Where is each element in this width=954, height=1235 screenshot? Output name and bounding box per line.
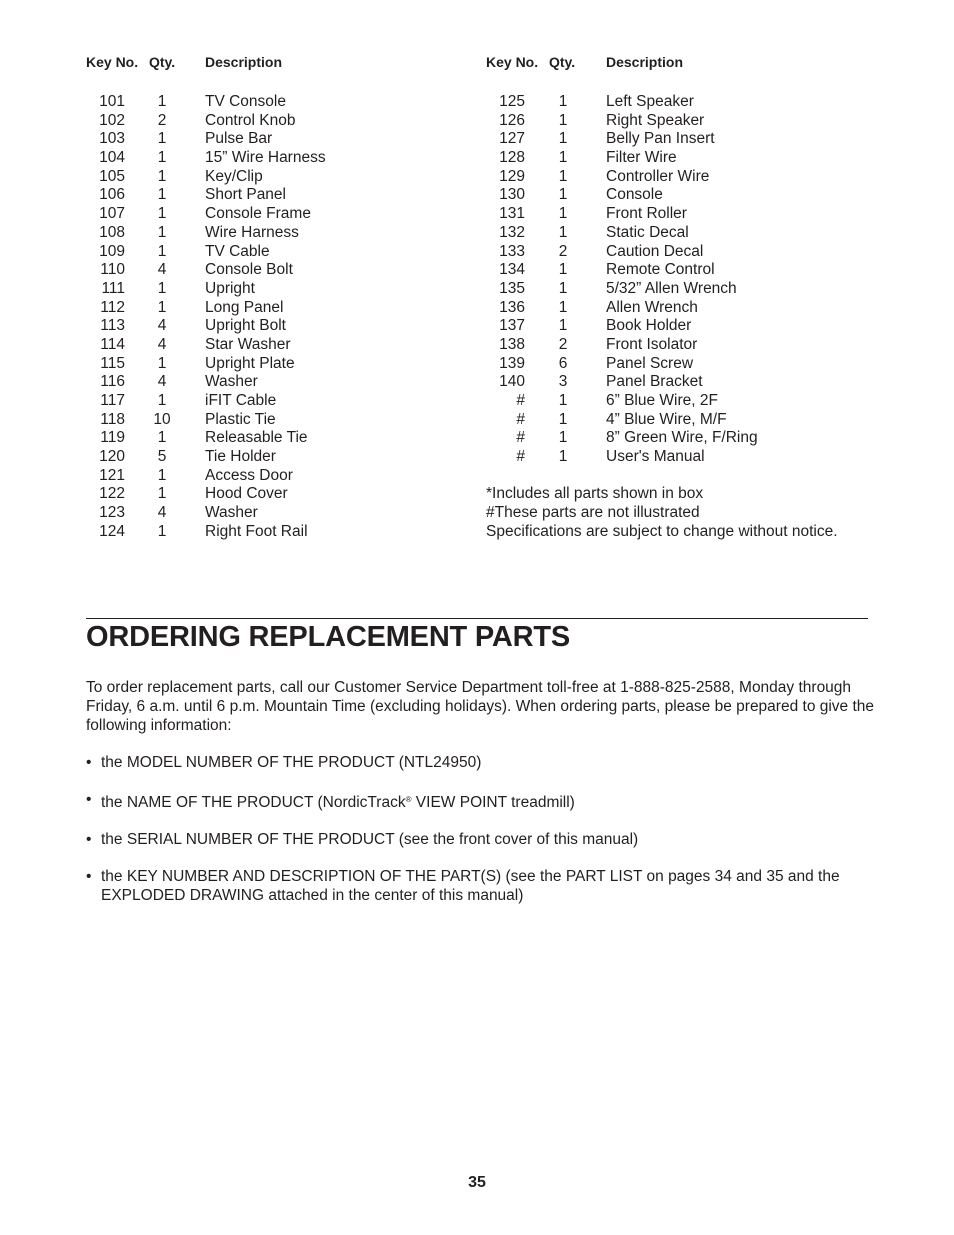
part-key-no: 109 (99, 242, 125, 260)
header-qty: Qty. (149, 54, 176, 70)
section-title: ORDERING REPLACEMENT PARTS (86, 621, 571, 653)
part-qty: 1 (157, 298, 167, 316)
part-key-no: 140 (499, 373, 525, 391)
header-description: Description (606, 54, 684, 70)
part-key-no: 110 (100, 261, 125, 279)
part-description: Key/Clip (205, 167, 263, 185)
header-description: Description (205, 54, 283, 70)
part-qty: 1 (558, 167, 568, 185)
part-description: iFIT Cable (205, 392, 277, 409)
part-key-no: 114 (100, 335, 125, 353)
part-key-no: 120 (99, 448, 125, 466)
note-included-parts: *Includes all parts shown in box (486, 485, 704, 502)
part-qty: 4 (157, 504, 167, 522)
registered-mark: ® (405, 795, 412, 804)
part-key-no: 123 (99, 504, 125, 522)
section-divider (86, 618, 868, 619)
part-key-no: # (516, 429, 525, 447)
part-key-no: 127 (499, 130, 525, 148)
part-qty: 6 (558, 354, 568, 372)
part-qty: 1 (157, 167, 167, 185)
part-qty: 1 (558, 448, 568, 466)
bullet-text-part: the NAME OF THE PRODUCT (NordicTrack (101, 794, 406, 811)
part-key-no: 125 (499, 93, 525, 110)
part-description: Hood Cover (205, 485, 288, 503)
part-key-no: 122 (99, 485, 125, 503)
bullet-text: the MODEL NUMBER OF THE PRODUCT (NTL24950) (101, 754, 482, 771)
part-description: Front Isolator (606, 335, 698, 353)
note-not-illustrated: #These parts are not illustrated (486, 503, 700, 521)
bullet-text-part: VIEW POINT treadmill) (411, 794, 575, 811)
part-qty: 1 (157, 242, 167, 260)
part-key-no: 119 (100, 429, 125, 447)
part-description: Plastic Tie (205, 410, 276, 428)
part-key-no: 136 (499, 298, 525, 316)
part-description: Panel Bracket (606, 373, 703, 391)
part-description: Releasable Tie (205, 429, 308, 447)
part-description: Front Roller (606, 205, 687, 223)
part-qty: 1 (157, 186, 167, 204)
part-key-no: 130 (499, 186, 525, 204)
part-key-no: 111 (101, 279, 125, 297)
part-key-no: 115 (100, 354, 125, 372)
part-description: Static Decal (606, 223, 689, 241)
part-key-no: 104 (99, 149, 125, 167)
part-qty: 1 (558, 279, 568, 297)
part-description: Book Holder (606, 317, 692, 335)
part-description: Belly Pan Insert (606, 130, 715, 148)
part-key-no: # (516, 448, 525, 466)
part-description: 8” Green Wire, F/Ring (606, 429, 758, 447)
part-qty: 4 (157, 373, 167, 391)
part-qty: 1 (157, 354, 167, 372)
header-key-no: Key No. (486, 54, 539, 70)
part-description: Long Panel (205, 298, 284, 316)
part-qty: 10 (153, 410, 171, 428)
part-key-no: 132 (499, 223, 525, 241)
ordering-intro: To order replacement parts, call our Customer Service Department toll-free at 1-888-825-2588, Monday through Friday, 6 a.m. until 6 p.m. Mountain Time (excluding holidays). When ordering parts, please be prepared to give the following information: (86, 679, 875, 734)
list-item-key-number (86, 867, 866, 905)
part-description: Allen Wrench (606, 298, 698, 316)
bullet-text: the KEY NUMBER AND DESCRIPTION OF THE PART(S) (see the PART LIST on pages 34 and 35 and the EXPLODED DRAWING attached in the center of this manual) (101, 868, 840, 904)
part-key-no: 113 (100, 317, 125, 335)
part-qty: 4 (157, 261, 167, 279)
part-qty: 2 (157, 111, 167, 129)
part-qty: 1 (558, 149, 568, 167)
part-qty: 2 (558, 242, 568, 260)
bullet-icon: • (86, 754, 92, 771)
list-item-name (86, 790, 866, 812)
part-key-no: 116 (100, 373, 125, 391)
part-qty: 1 (558, 93, 568, 110)
part-description: Control Knob (205, 111, 296, 129)
part-qty: 1 (558, 410, 568, 428)
part-description: Remote Control (606, 261, 715, 279)
part-key-no: 101 (99, 93, 125, 110)
part-qty: 1 (157, 466, 167, 484)
part-description: 4” Blue Wire, M/F (606, 410, 727, 428)
part-key-no: 108 (99, 223, 125, 241)
part-qty: 1 (558, 223, 568, 241)
part-description: Short Panel (205, 186, 286, 204)
part-description: Washer (205, 504, 258, 522)
part-description: 6” Blue Wire, 2F (606, 392, 718, 409)
part-description: Left Speaker (606, 93, 694, 110)
part-qty: 1 (558, 392, 568, 409)
part-qty: 1 (157, 485, 167, 503)
part-qty: 1 (558, 205, 568, 223)
part-qty: 1 (558, 298, 568, 316)
part-key-no: 102 (99, 111, 125, 129)
header-qty: Qty. (549, 54, 576, 70)
list-item-model (86, 753, 866, 772)
parts-notes (486, 485, 838, 541)
part-key-no: 118 (100, 410, 125, 428)
part-qty: 1 (558, 261, 568, 279)
part-key-no: 135 (499, 279, 525, 297)
part-key-no: 139 (499, 354, 525, 372)
ordering-info-list (86, 753, 866, 923)
part-key-no: 129 (499, 167, 525, 185)
part-qty: 1 (558, 130, 568, 148)
part-key-no: 107 (99, 205, 125, 223)
part-key-no: # (516, 410, 525, 428)
bullet-icon: • (86, 868, 92, 885)
part-qty: 5 (157, 448, 167, 466)
part-key-no: 103 (99, 130, 125, 148)
part-key-no: 112 (100, 298, 125, 316)
part-qty: 4 (157, 335, 167, 353)
part-qty: 4 (157, 317, 167, 335)
part-description: TV Cable (205, 242, 270, 260)
part-qty: 1 (558, 429, 568, 447)
part-description: Pulse Bar (205, 130, 273, 148)
part-key-no: 106 (99, 186, 125, 204)
part-description: Console (606, 186, 663, 204)
part-qty: 1 (558, 111, 568, 129)
part-description: Panel Screw (606, 354, 694, 372)
part-description: Star Washer (205, 335, 291, 353)
part-description: Tie Holder (205, 448, 276, 466)
part-qty: 1 (157, 149, 167, 167)
part-key-no: 117 (100, 392, 125, 409)
part-description: Controller Wire (606, 167, 710, 185)
part-qty: 1 (157, 429, 167, 447)
part-qty: 1 (157, 205, 167, 223)
part-qty: 1 (157, 279, 167, 297)
part-qty: 1 (157, 392, 167, 409)
part-description: Console Frame (205, 205, 311, 223)
note-specifications: Specifications are subject to change without notice. (486, 522, 838, 540)
part-key-no: 134 (499, 261, 525, 279)
part-description: TV Console (205, 93, 286, 110)
page-number: 35 (468, 1174, 486, 1191)
part-description: Right Foot Rail (205, 522, 308, 540)
part-qty: 3 (558, 373, 568, 391)
part-qty: 1 (157, 130, 167, 148)
part-key-no: 133 (499, 242, 525, 260)
part-key-no: 138 (499, 335, 525, 353)
part-qty: 2 (558, 335, 568, 353)
part-key-no: # (516, 392, 525, 409)
bullet-text: the SERIAL NUMBER OF THE PRODUCT (see the front cover of this manual) (101, 831, 639, 848)
part-description: Right Speaker (606, 111, 705, 129)
part-key-no: 131 (499, 205, 525, 223)
part-key-no: 105 (99, 167, 125, 185)
part-key-no: 128 (499, 149, 525, 167)
part-description: Filter Wire (606, 149, 677, 167)
part-description: 5/32” Allen Wrench (606, 279, 737, 297)
part-description: Wire Harness (205, 223, 299, 241)
part-key-no: 126 (499, 111, 525, 129)
part-description: Access Door (205, 466, 293, 484)
part-qty: 1 (157, 223, 167, 241)
part-description: Caution Decal (606, 242, 704, 260)
part-description: Console Bolt (205, 261, 293, 279)
part-description: Washer (205, 373, 258, 391)
header-key-no: Key No. (86, 54, 139, 70)
part-qty: 1 (157, 93, 167, 110)
part-key-no: 137 (499, 317, 525, 335)
part-key-no: 121 (99, 466, 125, 484)
list-item-serial (86, 830, 866, 849)
part-description: 15” Wire Harness (205, 149, 326, 167)
bullet-icon: • (86, 791, 92, 808)
part-qty: 1 (558, 186, 568, 204)
bullet-text (101, 794, 575, 811)
part-description: Upright (205, 279, 255, 297)
part-description: User's Manual (606, 448, 705, 466)
part-qty: 1 (558, 317, 568, 335)
part-qty: 1 (157, 522, 167, 540)
part-key-no: 124 (99, 522, 125, 540)
bullet-icon: • (86, 831, 92, 848)
part-description: Upright Plate (205, 354, 295, 372)
part-description: Upright Bolt (205, 317, 286, 335)
